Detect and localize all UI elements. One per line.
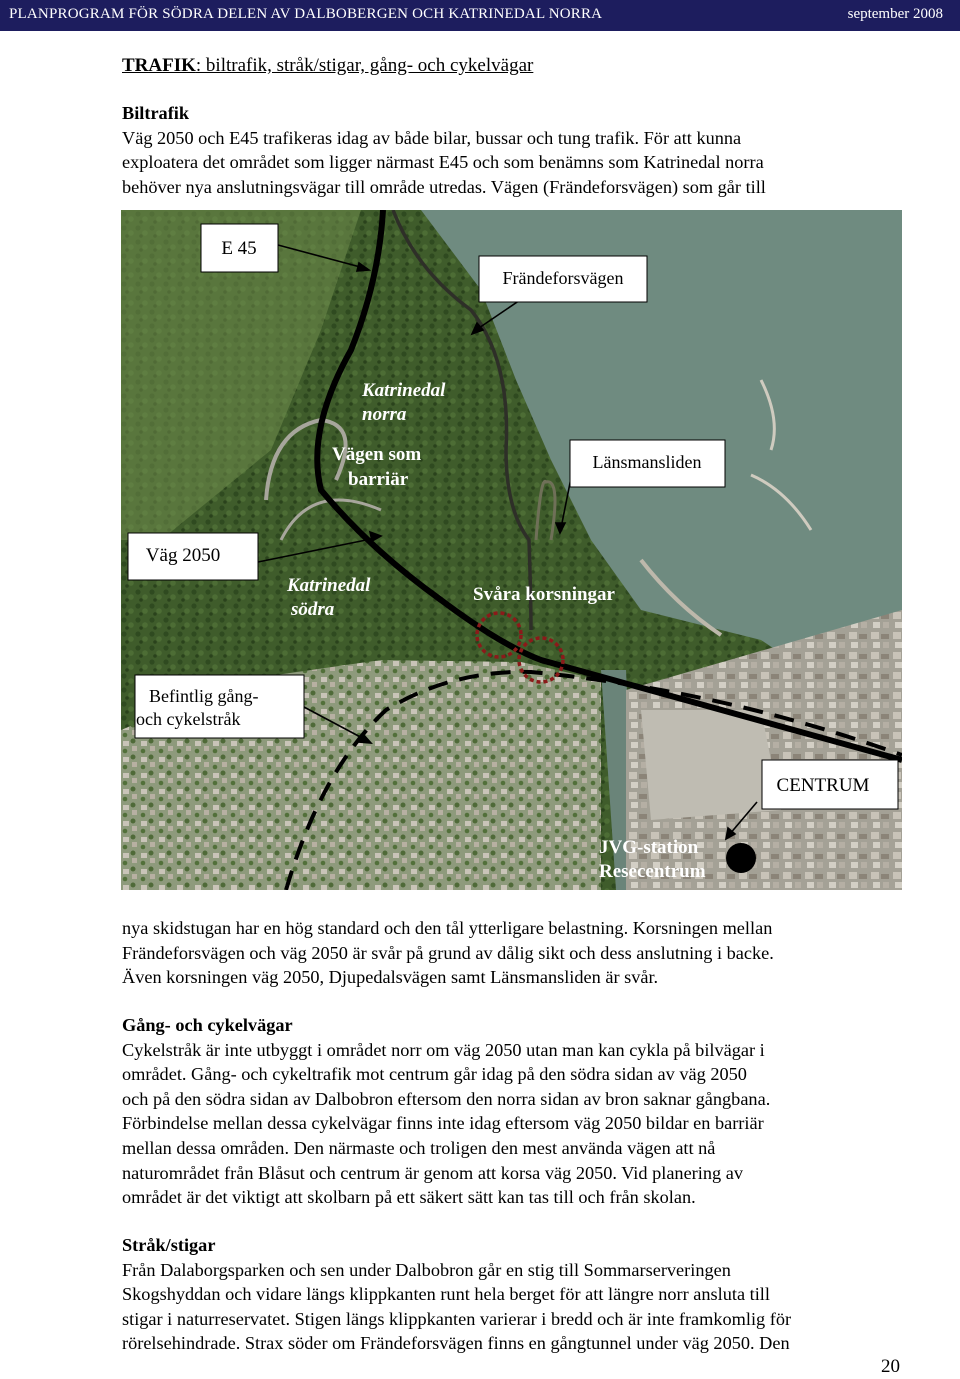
label-katrinedal-sodra-2: södra xyxy=(291,599,335,620)
label-befintlig-2: och cykelstråk xyxy=(136,709,241,729)
station-dot xyxy=(726,843,756,873)
label-centrum: CENTRUM xyxy=(776,775,870,796)
label-jvg-1: JVG-station xyxy=(599,837,699,858)
strak-stigar-heading: Stråk/stigar xyxy=(122,1235,216,1255)
body-line: Från Dalaborgsparken och sen under Dalbobron går en stig till Sommarserveringen xyxy=(122,1259,731,1280)
gang-cykel-heading: Gång- och cykelvägar xyxy=(122,1015,293,1035)
aerial-map xyxy=(121,210,902,890)
page-number: 20 xyxy=(881,1356,900,1377)
body-line: Cykelstråk är inte utbyggt i området norr om väg 2050 utan man kan cykla på bilvägar i xyxy=(122,1039,765,1060)
label-e45: E 45 xyxy=(221,238,257,259)
label-vagen-som-1: Vägen som xyxy=(332,444,422,465)
label-jvg-2: Resecentrum xyxy=(599,861,706,882)
label-frandeforsvagen: Frändeforsvägen xyxy=(502,268,624,288)
continued-section xyxy=(122,916,902,990)
strak-stigar-section xyxy=(122,1233,902,1356)
body-line: naturområdet från Blåsut och centrum är genom att korsa väg 2050. Vid planering av xyxy=(122,1162,743,1183)
body-line: stigar i naturreservatet. Stigen längs klippkanten varierar i bredd och är inte framkomlig för xyxy=(122,1308,792,1329)
body-line: Frändeforsvägen och väg 2050 är svår på grund av dålig sikt och dess anslutning i backe. xyxy=(122,942,774,963)
label-katrinedal-norra-2: norra xyxy=(362,404,407,425)
label-vag2050: Väg 2050 xyxy=(145,545,221,566)
label-katrinedal-sodra-1: Katrinedal xyxy=(287,575,371,596)
body-line: Skogshyddan och vidare längs klippkanten runt hela berget för att längre norr ansluta till xyxy=(122,1284,770,1305)
body-line: området. Gång- och cykeltrafik mot centrum går idag på den södra sidan av väg 2050 xyxy=(122,1064,747,1085)
industrial-area xyxy=(641,710,781,820)
biltrafik-section xyxy=(122,101,902,199)
label-svara-korsningar: Svåra korsningar xyxy=(473,584,615,605)
running-header xyxy=(0,0,960,31)
biltrafik-heading: Biltrafik xyxy=(122,103,190,123)
gang-cykel-section xyxy=(122,1013,902,1210)
biltrafik-line: exploatera det området som ligger närmast E45 och som benämns som Katrinedal norra xyxy=(122,152,764,173)
body-line: Förbindelse mellan dessa cykelvägar finns inte idag eftersom väg 2050 bildar en barriär xyxy=(122,1113,764,1134)
header-date: september 2008 xyxy=(847,6,943,22)
label-lansmansliden: Länsmansliden xyxy=(592,452,702,472)
label-befintlig-1: Befintlig gång- xyxy=(149,686,259,706)
body-line: mellan dessa områden. Den närmaste och troligen den mest använda vägen att nå xyxy=(122,1137,716,1158)
section-title xyxy=(122,55,533,77)
biltrafik-line: Väg 2050 och E45 trafikeras idag av både bilar, bussar och tung trafik. För att kunna xyxy=(122,127,742,148)
body-line: nya skidstugan har en hög standard och den tål ytterligare belastning. Korsningen mellan xyxy=(122,918,773,938)
label-katrinedal-norra-1: Katrinedal xyxy=(362,380,446,401)
section-title-rest: : biltrafik, stråk/stigar, gång- och cykelvägar xyxy=(195,55,534,76)
body-line: Även korsningen väg 2050, Djupedalsvägen samt Länsmansliden är svår. xyxy=(122,967,659,988)
biltrafik-line: behöver nya anslutningsvägar till område utredas. Vägen (Frändeforsvägen) som går till xyxy=(122,176,766,197)
label-vagen-som-2: barriär xyxy=(348,469,409,490)
header-title: PLANPROGRAM FÖR SÖDRA DELEN AV DALBOBERGEN OCH KATRINEDAL NORRA xyxy=(9,6,603,22)
section-title-bold: TRAFIK xyxy=(122,55,196,76)
body-line: området är det viktigt att skolbarn på ett säkert sätt kan tas till och från skolan. xyxy=(122,1187,696,1208)
body-line: rörelsehindrade. Strax söder om Frändeforsvägen finns en gångtunnel under väg 2050. Den xyxy=(122,1333,790,1354)
body-line: och på den södra sidan av Dalbobron eftersom den norra sidan av bron saknar gångbana. xyxy=(122,1088,771,1109)
